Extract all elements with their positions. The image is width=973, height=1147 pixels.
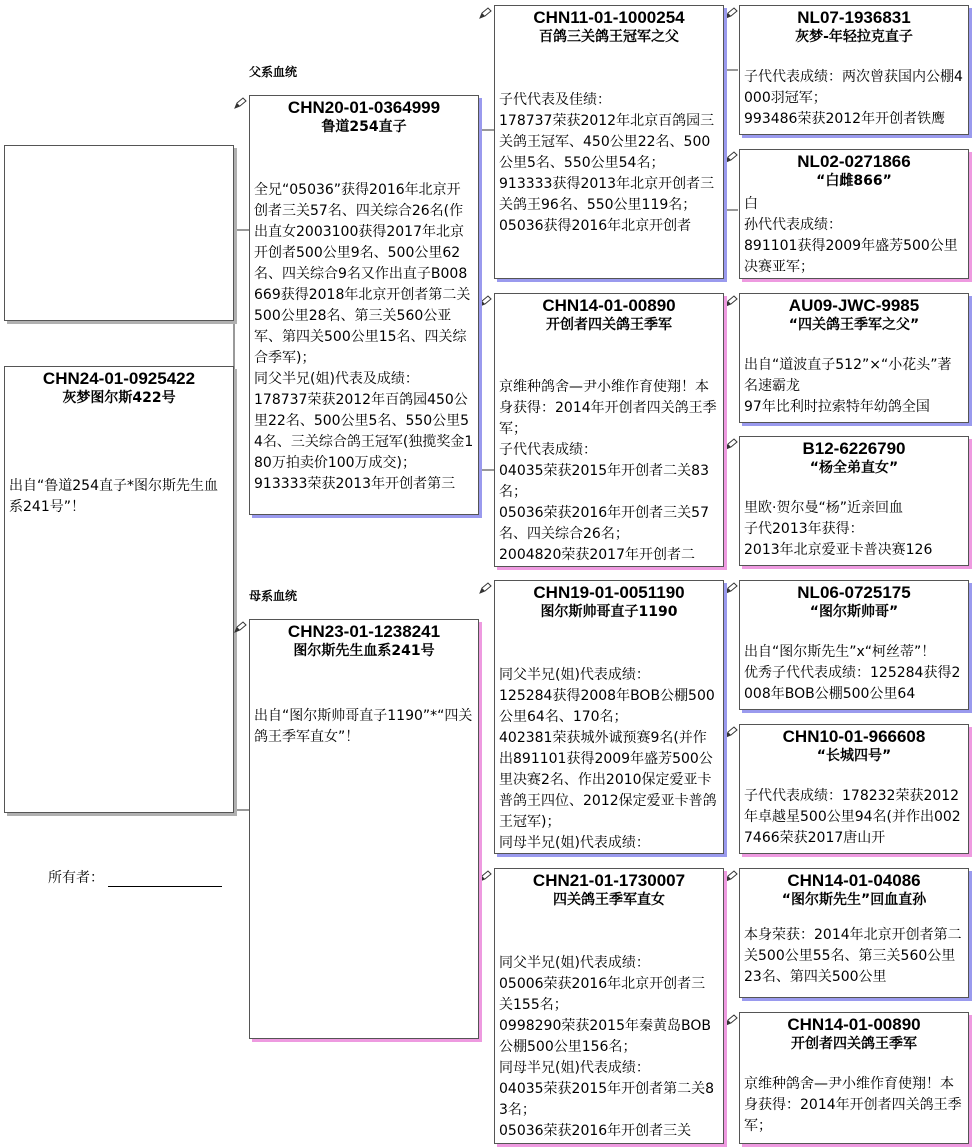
dds-name: “图尔斯先生”回血直孙 [781,892,927,908]
dss-name: “图尔斯帅哥” [809,604,899,620]
sire-description: 全兄“05036”获得2016年北京开创者三关57名、四关综合26名(作出直女2003100获得2017年北京开创者500公里9名、500公里62名、四关综合9名又作出直子B008669获得2018年北京开创者第二关500公里28名、第三关560公亚军、第四关500公里15名、四关综合季军)； 同父半兄(姐)代表及成绩： 178737荣获2012年百鸽园450公里22名、500公里5名、550公里54名、三关综合鸽王冠军(独揽奖金180万拍卖价100万成交)； 913333荣获2013年开创者第三 [254,182,474,492]
dam-dam-description: 同父半兄(姐)代表成绩： 05006荣获2016年北京开创者三关155名； 0998290荣获2015年秦黄岛BOB公棚500公里156名； 同母半兄(姐)代表成绩： 04035荣获2015年开创者第二关83名； 05036荣获2016年开创者三关 [499,955,715,1139]
subject-ring-number: CHN24-01-0925422 [42,369,196,388]
dam-dam-card[interactable] [494,868,724,1144]
sds-description: 出自“道波直子512”×“小花头”著名速霸龙 97年比利时拉索特年幼鸽全国 [744,357,952,415]
pencil-edit-icon[interactable] [725,7,738,19]
sdd-ring-number: B12-6226790 [802,439,906,458]
dam-sire-ring-number: CHN19-01-0051190 [533,583,685,602]
dam-sire-description: 同父半兄(姐)代表成绩： 125284获得2008年BOB公棚500公里64名、170名； 402381荣获城外诚预赛9名(并作出891101获得2009年盛芳500公里决赛2名、作出2010保定爱亚卡普鸽王四位、2012保定爱亚卡普鸽王冠军)； 同母半兄(姐)代表成绩： [499,667,717,851]
paternal-line-label: 父系血统 [249,65,298,79]
pencil-edit-icon[interactable] [725,870,738,882]
dsd-name: “长城四号” [816,748,892,764]
pencil-edit-icon[interactable] [725,726,738,738]
ddd-ring-number: CHN14-01-00890 [787,1015,921,1034]
ddd-description: 京维种鸽舍—尹小维作育使翔！本身获得：2014年开创者四关鸽王季军； [744,1076,962,1134]
dsd-description: 子代代表成绩：178232荣获2012年卓越星500公里94名(并作出0027466荣获2017唐山开 [744,788,961,846]
sire-sire-sire-card[interactable] [739,5,969,135]
dam-description: 出自“图尔斯帅哥直子1190”*“四关鸽王季军直女”！ [254,708,473,745]
dam-card[interactable] [249,619,479,1039]
ssd-ring-number: NL02-0271866 [797,152,911,171]
dds-ring-number: CHN14-01-04086 [787,871,921,890]
sire-sire-ring-number: CHN11-01-1000254 [533,8,685,27]
sire-dam-description: 京维种鸽舍—尹小维作育使翔！本身获得：2014年开创者四关鸽王季军； 子代代表成绩： 04035荣获2015年开创者二关83名； 05036荣获2016年开创者三关57名、四关综合26名； 2004820荣获2017年开创者二 [499,379,717,563]
owner-signature-line [108,872,222,887]
sss-name: 灰梦-年轻拉克直子 [795,29,913,45]
sdd-name: “杨全弟直女” [809,460,899,476]
sds-name: “四关鸽王季军之父” [788,317,920,333]
ssd-name: “白雌866” [816,173,892,189]
sire-sire-description: 子代代表及佳绩： 178737荣获2012年北京百鸽园三关鸽王冠军、450公里22名、500公里5名、550公里54名； 913333获得2013年北京开创者三关鸽王96名、550公里119名； 05036获得2016年北京开创者 [499,92,715,234]
dam-sire-sire-card[interactable] [739,580,969,710]
pencil-edit-icon[interactable] [479,7,492,19]
sds-ring-number: AU09-JWC-9985 [788,296,920,315]
pencil-edit-icon[interactable] [234,97,247,109]
dss-ring-number: NL06-0725175 [797,583,911,602]
dds-description: 本身荣获：2014年北京开创者第二关500公里55名、第三关560公里23名、第四关500公里 [744,927,962,985]
sire-ring-number: CHN20-01-0364999 [287,98,441,117]
ddd-name: 开创者四关鸽王季军 [791,1036,917,1052]
sire-dam-ring-number: CHN14-01-00890 [542,296,676,315]
dam-name: 图尔斯先生血系241号 [293,643,435,659]
sire-dam-card[interactable] [494,293,724,567]
pencil-edit-icon[interactable] [725,1014,738,1026]
dam-sire-name: 图尔斯帅哥直子1190 [540,604,678,620]
subject-pigeon-card [4,366,234,813]
ssd-description: 白 孙代代表成绩： 891101获得2009年盛芳500公里决赛亚军； [744,196,958,275]
maternal-line-label: 母系血统 [249,589,298,603]
sire-dam-dam-card[interactable] [739,436,969,566]
pencil-edit-icon[interactable] [479,295,492,307]
sire-card[interactable] [249,95,479,515]
pencil-edit-icon[interactable] [234,621,247,633]
pencil-edit-icon[interactable] [725,151,738,163]
dam-dam-dam-card[interactable] [739,1012,969,1144]
dam-ring-number: CHN23-01-1238241 [287,622,441,641]
dsd-ring-number: CHN10-01-966608 [782,727,926,746]
pencil-edit-icon[interactable] [479,870,492,882]
pencil-edit-icon[interactable] [479,582,492,594]
dam-dam-name: 四关鸽王季军直女 [553,892,665,908]
pencil-edit-icon[interactable] [725,295,738,307]
sss-ring-number: NL07-1936831 [797,8,911,27]
pencil-edit-icon[interactable] [725,582,738,594]
dam-sire-card[interactable] [494,580,724,854]
sire-sire-dam-card[interactable] [739,149,969,279]
dss-description: 出自“图尔斯先生”x“柯丝蒂”！ 优秀子代代表成绩：125284获得2008年BOB公棚500公里64 [744,644,961,702]
sss-description: 子代代表成绩：两次曾获国内公棚4000羽冠军； 993486荣获2012年开创者铁鹰 [744,69,963,127]
owner-field [48,867,222,887]
dam-dam-ring-number: CHN21-01-1730007 [532,871,686,890]
sire-sire-name: 百鸽三关鸽王冠军之父 [539,29,679,45]
subject-description: 出自“鲁道254直子*图尔斯先生血系241号”！ [9,478,218,515]
sire-name: 鲁道254直子 [321,119,407,135]
dam-sire-dam-card[interactable] [739,724,969,854]
sire-sire-card[interactable] [494,5,724,279]
pigeon-photo-frame [4,145,234,321]
sire-dam-name: 开创者四关鸽王季军 [546,317,672,333]
dam-dam-sire-card[interactable] [739,868,969,998]
subject-pigeon-name: 灰梦图尔斯422号 [62,390,176,406]
sdd-description: 里欧·贺尔曼“杨”近亲回血 子代2013年获得： 2013年北京爱亚卡普决赛126 [744,500,933,558]
pencil-edit-icon[interactable] [725,438,738,450]
owner-label: 所有者： [48,870,104,886]
sire-dam-sire-card[interactable] [739,293,969,423]
